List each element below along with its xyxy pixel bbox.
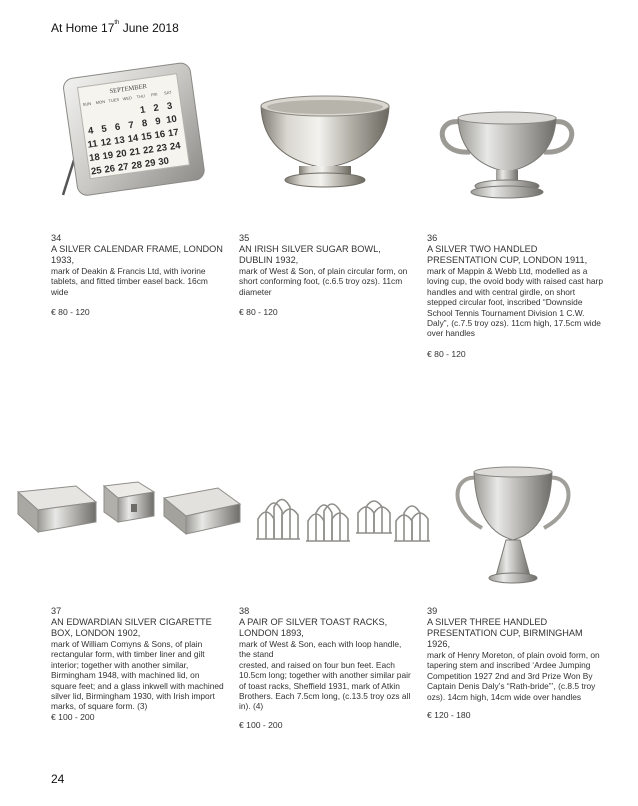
lot-title: AN IRISH SILVER SUGAR BOWL, DUBLIN 1932,: [239, 244, 381, 265]
calendar-date: 30: [157, 155, 170, 168]
lot-34-image-calendar-frame: [60, 60, 210, 200]
calendar-date: 13: [113, 134, 126, 147]
page-number: 24: [51, 772, 65, 786]
lot-price: € 120 - 180: [427, 710, 471, 721]
calendar-date: 14: [127, 132, 140, 146]
catalogue-header: [51, 21, 179, 35]
lot-number: 37: [51, 606, 62, 616]
calendar-date: 22: [142, 144, 155, 157]
calendar-date: 6: [114, 121, 122, 134]
calendar-date: 27: [117, 161, 130, 174]
calendar-date: 29: [144, 157, 157, 170]
calendar-date: 12: [100, 136, 113, 149]
lot-title: A PAIR OF SILVER TOAST RACKS, LONDON 1893,: [239, 617, 388, 638]
lot-number: 34: [51, 233, 62, 243]
header-title-post: June 2018: [119, 21, 179, 35]
lot-number: 39: [427, 606, 438, 616]
lot-price: € 80 - 120: [51, 307, 90, 318]
lot-description: mark of Mappin & Webb Ltd, modelled as a loving cup, the ovoid body with raised cast harp handles and with central girdle, on short stepped circular foot, inscribed “Downside School Tennis Tournament Division 1 C.W. Daly”, (c.7.5 troy ozs). 11cm high, 17.5cm wide over handles: [427, 266, 603, 339]
lot-39-image-three-handled-cup: [438, 450, 588, 588]
lot-number: 35: [239, 233, 250, 243]
calendar-date: 7: [127, 119, 135, 132]
calendar-date: 23: [155, 142, 168, 155]
calendar-date: 2: [152, 102, 160, 115]
calendar-day-header: THU: [136, 93, 146, 100]
calendar-date: 20: [115, 147, 128, 161]
lot-39: [427, 606, 603, 720]
calendar-date: 19: [101, 149, 114, 163]
calendar-day-header: FRI: [150, 91, 158, 98]
lot-36: [427, 233, 603, 359]
lot-price: € 80 - 120: [427, 348, 466, 359]
calendar-date: 10: [165, 113, 178, 126]
calendar-date: 5: [100, 123, 108, 136]
calendar-day-header: WED: [122, 95, 133, 102]
calendar-date: 16: [153, 128, 166, 142]
lot-37-image-cigarette-boxes: [14, 474, 244, 544]
calendar-date: 11: [86, 138, 99, 151]
lot-description: mark of Henry Moreton, of plain ovoid form, on tapering stem and inscribed ‘Ardee Jumping Competition 1927 2nd and 3rd Prize Won By Captain Denis Daly’s “Rath-bride”’, (c.8.5 troy ozs). 14cm high, 14cm wide over handles: [427, 650, 600, 702]
lot-title: A SILVER THREE HANDLED PRESENTATION CUP, BIRMINGHAM 1926,: [427, 617, 583, 649]
calendar-date: 15: [140, 130, 153, 144]
calendar-day-header: MON: [95, 98, 106, 106]
lot-number: 36: [427, 233, 438, 243]
calendar-date: 4: [87, 125, 95, 137]
calendar-date: 17: [167, 127, 180, 140]
header-title-sup: th: [114, 20, 120, 26]
lot-38-image-toast-racks: [250, 493, 440, 553]
calendar-date: 24: [169, 140, 182, 153]
lot-description: mark of Deakin & Francis Ltd, with ivorine tablets, and fitted timber easel back. 16cm wide: [51, 266, 208, 297]
calendar-date: 25: [90, 165, 103, 178]
lot-35-image-sugar-bowl: [255, 88, 395, 193]
calendar-date: 21: [128, 146, 141, 159]
header-title-pre: At Home 17: [51, 21, 115, 35]
lot-price: € 100 - 200: [51, 711, 95, 722]
calendar-day-header: SUN: [82, 100, 92, 108]
calendar-date: 8: [141, 117, 148, 130]
lot-title: A SILVER CALENDAR FRAME, LONDON 1933,: [51, 244, 223, 265]
calendar-day-header: TUES: [108, 96, 120, 104]
calendar-date: 18: [88, 151, 101, 165]
calendar-month-label: SEPTEMBER: [109, 82, 148, 96]
lot-36-image-two-handled-cup: [432, 100, 582, 208]
lot-34: [51, 233, 227, 318]
lot-title: A SILVER TWO HANDLED PRESENTATION CUP, LONDON 1911,: [427, 244, 588, 265]
calendar-date: 3: [166, 100, 174, 113]
lot-title: AN EDWARDIAN SILVER CIGARETTE BOX, LONDON 1902,: [51, 617, 212, 638]
lot-description: mark of William Comyns & Sons, of plain rectangular form, with timber liner and gilt interior; together with another similar, Birmingham 1948, with machined lid, on square feet; and a glass inkwell with machined silver lid, Birmingham 1930, with Irish import marks, of square form. (3): [51, 639, 224, 712]
lot-description: mark of West & Son, of plain circular form, on short conforming foot, (c.6.5 troy ozs). 11cm diameter: [239, 266, 408, 297]
lot-37: [51, 606, 227, 722]
lot-price: € 80 - 120: [239, 307, 278, 318]
calendar-day-header: SAT: [163, 89, 172, 96]
lot-description: mark of West & Son, each with loop handle, the stand crested, and raised on four bun feet. Each 10.5cm long; together with another similar pair of toast racks, Sheffield 1931, mark of Atkin Brothers. Each 7.5cm long, (c.13.5 troy ozs all in). (4): [239, 639, 411, 712]
calendar-date: 1: [139, 104, 147, 117]
lot-35: [239, 233, 415, 318]
lot-38: [239, 606, 415, 730]
calendar-date: 9: [154, 115, 162, 128]
calendar-date: 26: [103, 163, 116, 176]
lot-number: 38: [239, 606, 250, 616]
calendar-date: 28: [130, 159, 143, 172]
lot-price: € 100 - 200: [239, 719, 283, 730]
